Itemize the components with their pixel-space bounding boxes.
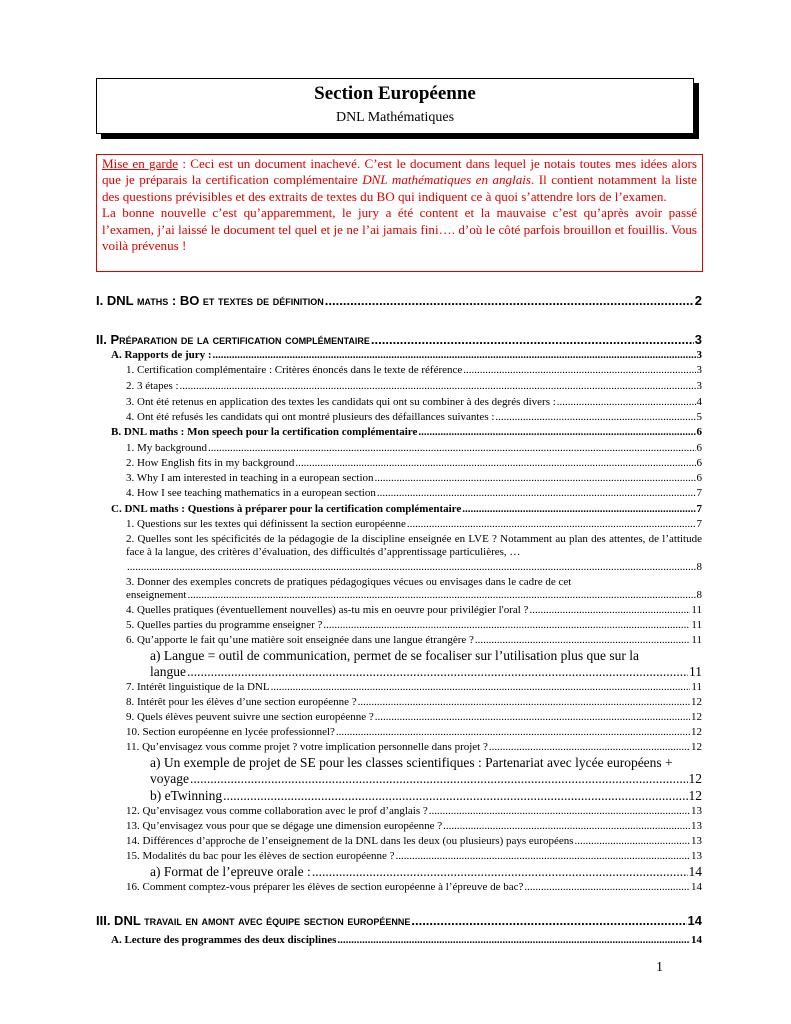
toc-label: 4. Ont été refusés les candidats qui ont montré plusieurs des défaillances suivantes :	[126, 411, 495, 423]
toc-label: B. DNL maths : Mon speech pour la certification complémentaire	[111, 426, 418, 438]
page-number: 1	[656, 960, 663, 975]
toc-page: 5	[696, 411, 702, 423]
toc-page: 14	[688, 864, 702, 879]
toc-entry-c11[interactable]	[126, 741, 702, 753]
toc-page: 12	[688, 788, 702, 803]
toc-label: 5. Quelles parties du programme enseigner ?	[126, 619, 323, 631]
toc-page: 11	[691, 681, 702, 693]
toc-entry-c10[interactable]	[126, 726, 702, 738]
toc-entry-c2-leader[interactable]	[126, 561, 702, 573]
toc-entry-c2[interactable]	[126, 533, 702, 559]
toc-entry-a4[interactable]	[126, 411, 702, 423]
page-title: Section Européenne	[314, 83, 476, 104]
toc-entry-c15[interactable]	[126, 850, 702, 862]
toc-entry-c5[interactable]	[126, 619, 702, 631]
toc-entry-c9[interactable]	[126, 711, 702, 723]
toc-entry-c15a[interactable]	[150, 864, 702, 880]
toc-label: 6. Qu’apporte le fait qu’une matière soit enseignée dans une langue étrangère ?	[126, 634, 474, 646]
toc-entry-c4[interactable]	[126, 604, 702, 616]
toc-entry-c11a[interactable]	[150, 755, 702, 770]
toc-label: 13. Qu’envisagez vous pour que se dégage une dimension européenne ?	[126, 820, 443, 832]
toc-entry-c12[interactable]	[126, 805, 702, 817]
toc-label: 10. Section européenne en lycée professionnel?	[126, 726, 335, 738]
toc-label: 8. Intérêt pour les élèves d’une section européenne ?	[126, 696, 357, 708]
toc-label: 1. My background	[126, 442, 207, 454]
toc-page: 3	[694, 332, 702, 347]
warning-text: . Il contient notamment la liste des questions prévisibles et des extraits de textes du BO qui indiquent ce à quoi s’attendre lors de l’examen.	[102, 172, 697, 204]
toc-page: 8	[696, 589, 702, 601]
title-box	[96, 78, 694, 134]
toc-label: travail en amont avec équipe section européenne	[144, 913, 411, 928]
toc-entry-b1[interactable]	[126, 442, 702, 454]
toc-page: 7	[696, 518, 702, 530]
toc-label: enseignement	[126, 589, 187, 601]
toc-label: b) eTwinning	[150, 788, 223, 803]
toc-entry-a3[interactable]	[126, 396, 702, 408]
toc-page: 12	[691, 741, 702, 753]
toc-label: 1. Questions sur les textes qui définissent la section européenne	[126, 518, 406, 530]
toc-label: 1. Certification complémentaire : Critères énoncés dans le texte de référence	[126, 364, 463, 376]
warning-emphasis: DNL mathématiques en anglais	[362, 172, 532, 188]
toc-page: 13	[691, 805, 702, 817]
toc-entry-section-2[interactable]	[96, 332, 702, 347]
toc-entry-c13[interactable]	[126, 820, 702, 832]
toc-label: 3. Donner des exemples concrets de pratiques pédagogiques vécues ou envisages dans le cadre de cet	[126, 576, 572, 588]
toc-entry-c11b[interactable]	[150, 788, 702, 804]
toc-page: 12	[691, 711, 702, 723]
toc-label: 9. Quels élèves peuvent suivre une section européenne ?	[126, 711, 374, 723]
toc-label: 7. Intérêt linguistique de la DNL	[126, 681, 270, 693]
toc-page: 6	[696, 472, 702, 484]
warning-box	[96, 154, 703, 272]
warning-lead: Mise en garde	[102, 156, 179, 171]
toc-page: 3	[696, 364, 702, 376]
toc-page: 6	[696, 457, 702, 469]
toc-number: III. DNL	[96, 913, 145, 928]
warning-paragraph-2: La bonne nouvelle c’est qu’apparemment, le jury a été content et la mauvaise c’est qu’après avoir passé l’examen, j’ai laissé le document tel quel et je ne l’ai jamais fini…. d’où le côté parfois brouillon et fouillis. Vous voilà prévenus !	[102, 205, 697, 254]
toc-label: langue	[150, 664, 186, 679]
toc-label: maths : BO et textes de définition	[136, 293, 324, 308]
toc-label: réparation de la certification complémentaire	[119, 332, 370, 347]
toc-label: 14. Différences d’approche de l’enseignement de la DNL dans les deux (ou plusieurs) pays européens	[126, 835, 574, 847]
toc-label: 4. How I see teaching mathematics in a european section	[126, 487, 376, 499]
toc-label: 3. Ont été retenus en application des textes les candidats qui ont su combiner à des degrés divers :	[126, 396, 556, 408]
toc-page: 12	[688, 771, 702, 786]
toc-page: 6	[696, 426, 702, 438]
toc-page: 11	[691, 619, 702, 631]
toc-page: 14	[691, 934, 702, 946]
toc-label: 2. How English fits in my background	[126, 457, 295, 469]
toc-label: voyage	[150, 771, 189, 786]
toc-page: 8	[696, 561, 702, 573]
toc-entry-a[interactable]	[111, 349, 702, 361]
toc-page: 12	[691, 696, 702, 708]
toc-entry-c3-leader[interactable]	[126, 589, 702, 601]
toc-page: 11	[691, 634, 702, 646]
toc-label: 2. Quelles sont les spécificités de la pédagogie de la discipline enseignée en LVE ? Notamment au plan des attentes, de l’attitude face à la langue, des critères d’évaluation, des difficultés d’apprentissage particulières, …	[126, 533, 702, 558]
toc-label: 4. Quelles pratiques (éventuellement nouvelles) as-tu mis en oeuvre pour privilégier l'oral ?	[126, 604, 529, 616]
toc-page: 4	[696, 396, 702, 408]
toc-entry-b4[interactable]	[126, 487, 702, 499]
toc-page: 13	[691, 850, 702, 862]
toc-entry-c8[interactable]	[126, 696, 702, 708]
toc-page: 3	[696, 380, 702, 392]
toc-label: C. DNL maths : Questions à préparer pour la certification complémentaire	[111, 503, 462, 515]
toc-entry-c3[interactable]	[126, 576, 702, 589]
toc-label: 12. Qu’envisagez vous comme collaboration avec le prof d’anglais ?	[126, 805, 428, 817]
toc-label: A. Lecture des programmes des deux disciplines	[111, 934, 337, 946]
toc-page: 2	[694, 293, 702, 308]
toc-page: 6	[696, 442, 702, 454]
toc-label: 3. Why I am interested in teaching in a european section	[126, 472, 374, 484]
toc-page: 14	[687, 913, 702, 928]
toc-label: 16. Comment comptez-vous préparer les élèves de section européenne à l’épreuve de bac?	[126, 881, 524, 893]
page-subtitle: DNL Mathématiques	[335, 110, 455, 125]
toc-label: a) Format de l’epreuve orale :	[150, 864, 311, 879]
toc-page: 12	[691, 726, 702, 738]
toc-label: a) Langue = outil de communication, permet de se focaliser sur l’utilisation plus que sur la	[150, 648, 639, 663]
toc-entry-c14[interactable]	[126, 835, 702, 847]
toc-page: 13	[691, 835, 702, 847]
toc-entry-c16[interactable]	[126, 881, 702, 893]
toc-entry-c1[interactable]	[126, 518, 702, 530]
toc-entry-c[interactable]	[111, 503, 702, 515]
warning-paragraph-1	[102, 156, 697, 205]
toc-page: 7	[696, 503, 702, 515]
toc-entry-c6[interactable]	[126, 634, 702, 646]
toc-entry-b[interactable]	[111, 426, 702, 438]
toc-number: I. DNL	[96, 293, 137, 308]
warning-text: : Ceci est un document inachevé. C’est le document dans lequel je notais toutes mes idées alors que je préparais la certification complémentaire	[102, 156, 697, 188]
toc-entry-c7[interactable]	[126, 681, 702, 693]
toc-entry-c6a[interactable]	[150, 648, 702, 663]
toc-page: 14	[691, 881, 702, 893]
toc-entry-b2[interactable]	[126, 457, 702, 469]
toc-number: II. P	[96, 332, 120, 347]
toc-label: A. Rapports de jury :	[111, 349, 212, 361]
toc-entry-s3a[interactable]	[111, 934, 702, 946]
toc-label: 2. 3 étapes :	[126, 380, 179, 392]
toc-page: 3	[696, 349, 702, 361]
toc-page: 11	[691, 604, 702, 616]
toc-entry-b3[interactable]	[126, 472, 702, 484]
toc-page: 7	[696, 487, 702, 499]
toc-entry-a1[interactable]	[126, 364, 702, 376]
toc-page: 11	[689, 664, 702, 679]
toc-page: 13	[691, 820, 702, 832]
toc-entry-section-3[interactable]	[96, 913, 702, 928]
toc-label: 11. Qu’envisagez vous comme projet ? votre implication personnelle dans projet ?	[126, 741, 488, 753]
toc-entry-c11a-leader[interactable]	[150, 771, 702, 787]
toc-entry-section-1[interactable]	[96, 293, 702, 308]
toc-entry-c6a-leader[interactable]	[150, 664, 702, 680]
toc-entry-a2[interactable]	[126, 380, 702, 392]
toc-label: 15. Modalités du bac pour les élèves de section européenne ?	[126, 850, 395, 862]
toc-label: a) Un exemple de projet de SE pour les classes scientifiques : Partenariat avec lycée européens +	[150, 755, 673, 770]
